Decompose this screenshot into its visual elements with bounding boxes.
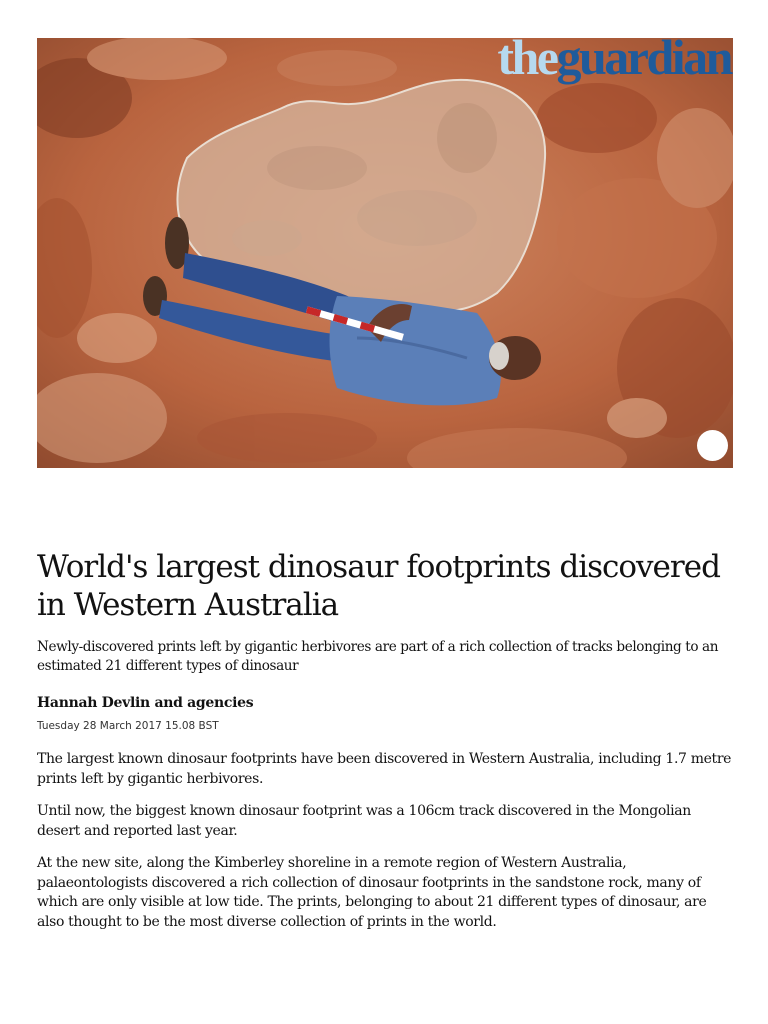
hero-image <box>37 38 733 468</box>
footprint-photo <box>37 38 733 468</box>
article-standfirst: Newly-discovered prints left by gigantic herbivores are part of a rich collection of tracks belonging to an estimated 21 different types of dinosaur <box>37 639 719 674</box>
body-paragraph: At the new site, along the Kimberley shoreline in a remote region of Western Australia, palaeontologists discovered a rich collection of dinosaur footprints in the sandstone rock, many of which are only visible at low tide. The prints, belonging to about 21 different types of dinosaur, are also thought to be the most diverse collection of prints in the world. <box>37 855 707 930</box>
article-dateline: Tuesday 28 March 2017 15.08 BST <box>37 720 219 732</box>
article-body <box>37 750 737 945</box>
body-paragraph: The largest known dinosaur footprints have been discovered in Western Australia, including 1.7 metre prints left by gigantic herbivores. <box>37 751 732 787</box>
logo-prefix: the <box>497 38 557 85</box>
article-byline[interactable]: Hannah Devlin and agencies <box>37 695 254 711</box>
logo-brand: guardian <box>556 38 731 85</box>
guardian-logo <box>497 38 731 85</box>
body-paragraph: Until now, the biggest known dinosaur footprint was a 106cm track discovered in the Mongolian desert and reported last year. <box>37 803 691 839</box>
media-indicator-icon[interactable] <box>697 430 728 461</box>
article-headline: World's largest dinosaur footprints discovered in Western Australia <box>37 549 720 623</box>
